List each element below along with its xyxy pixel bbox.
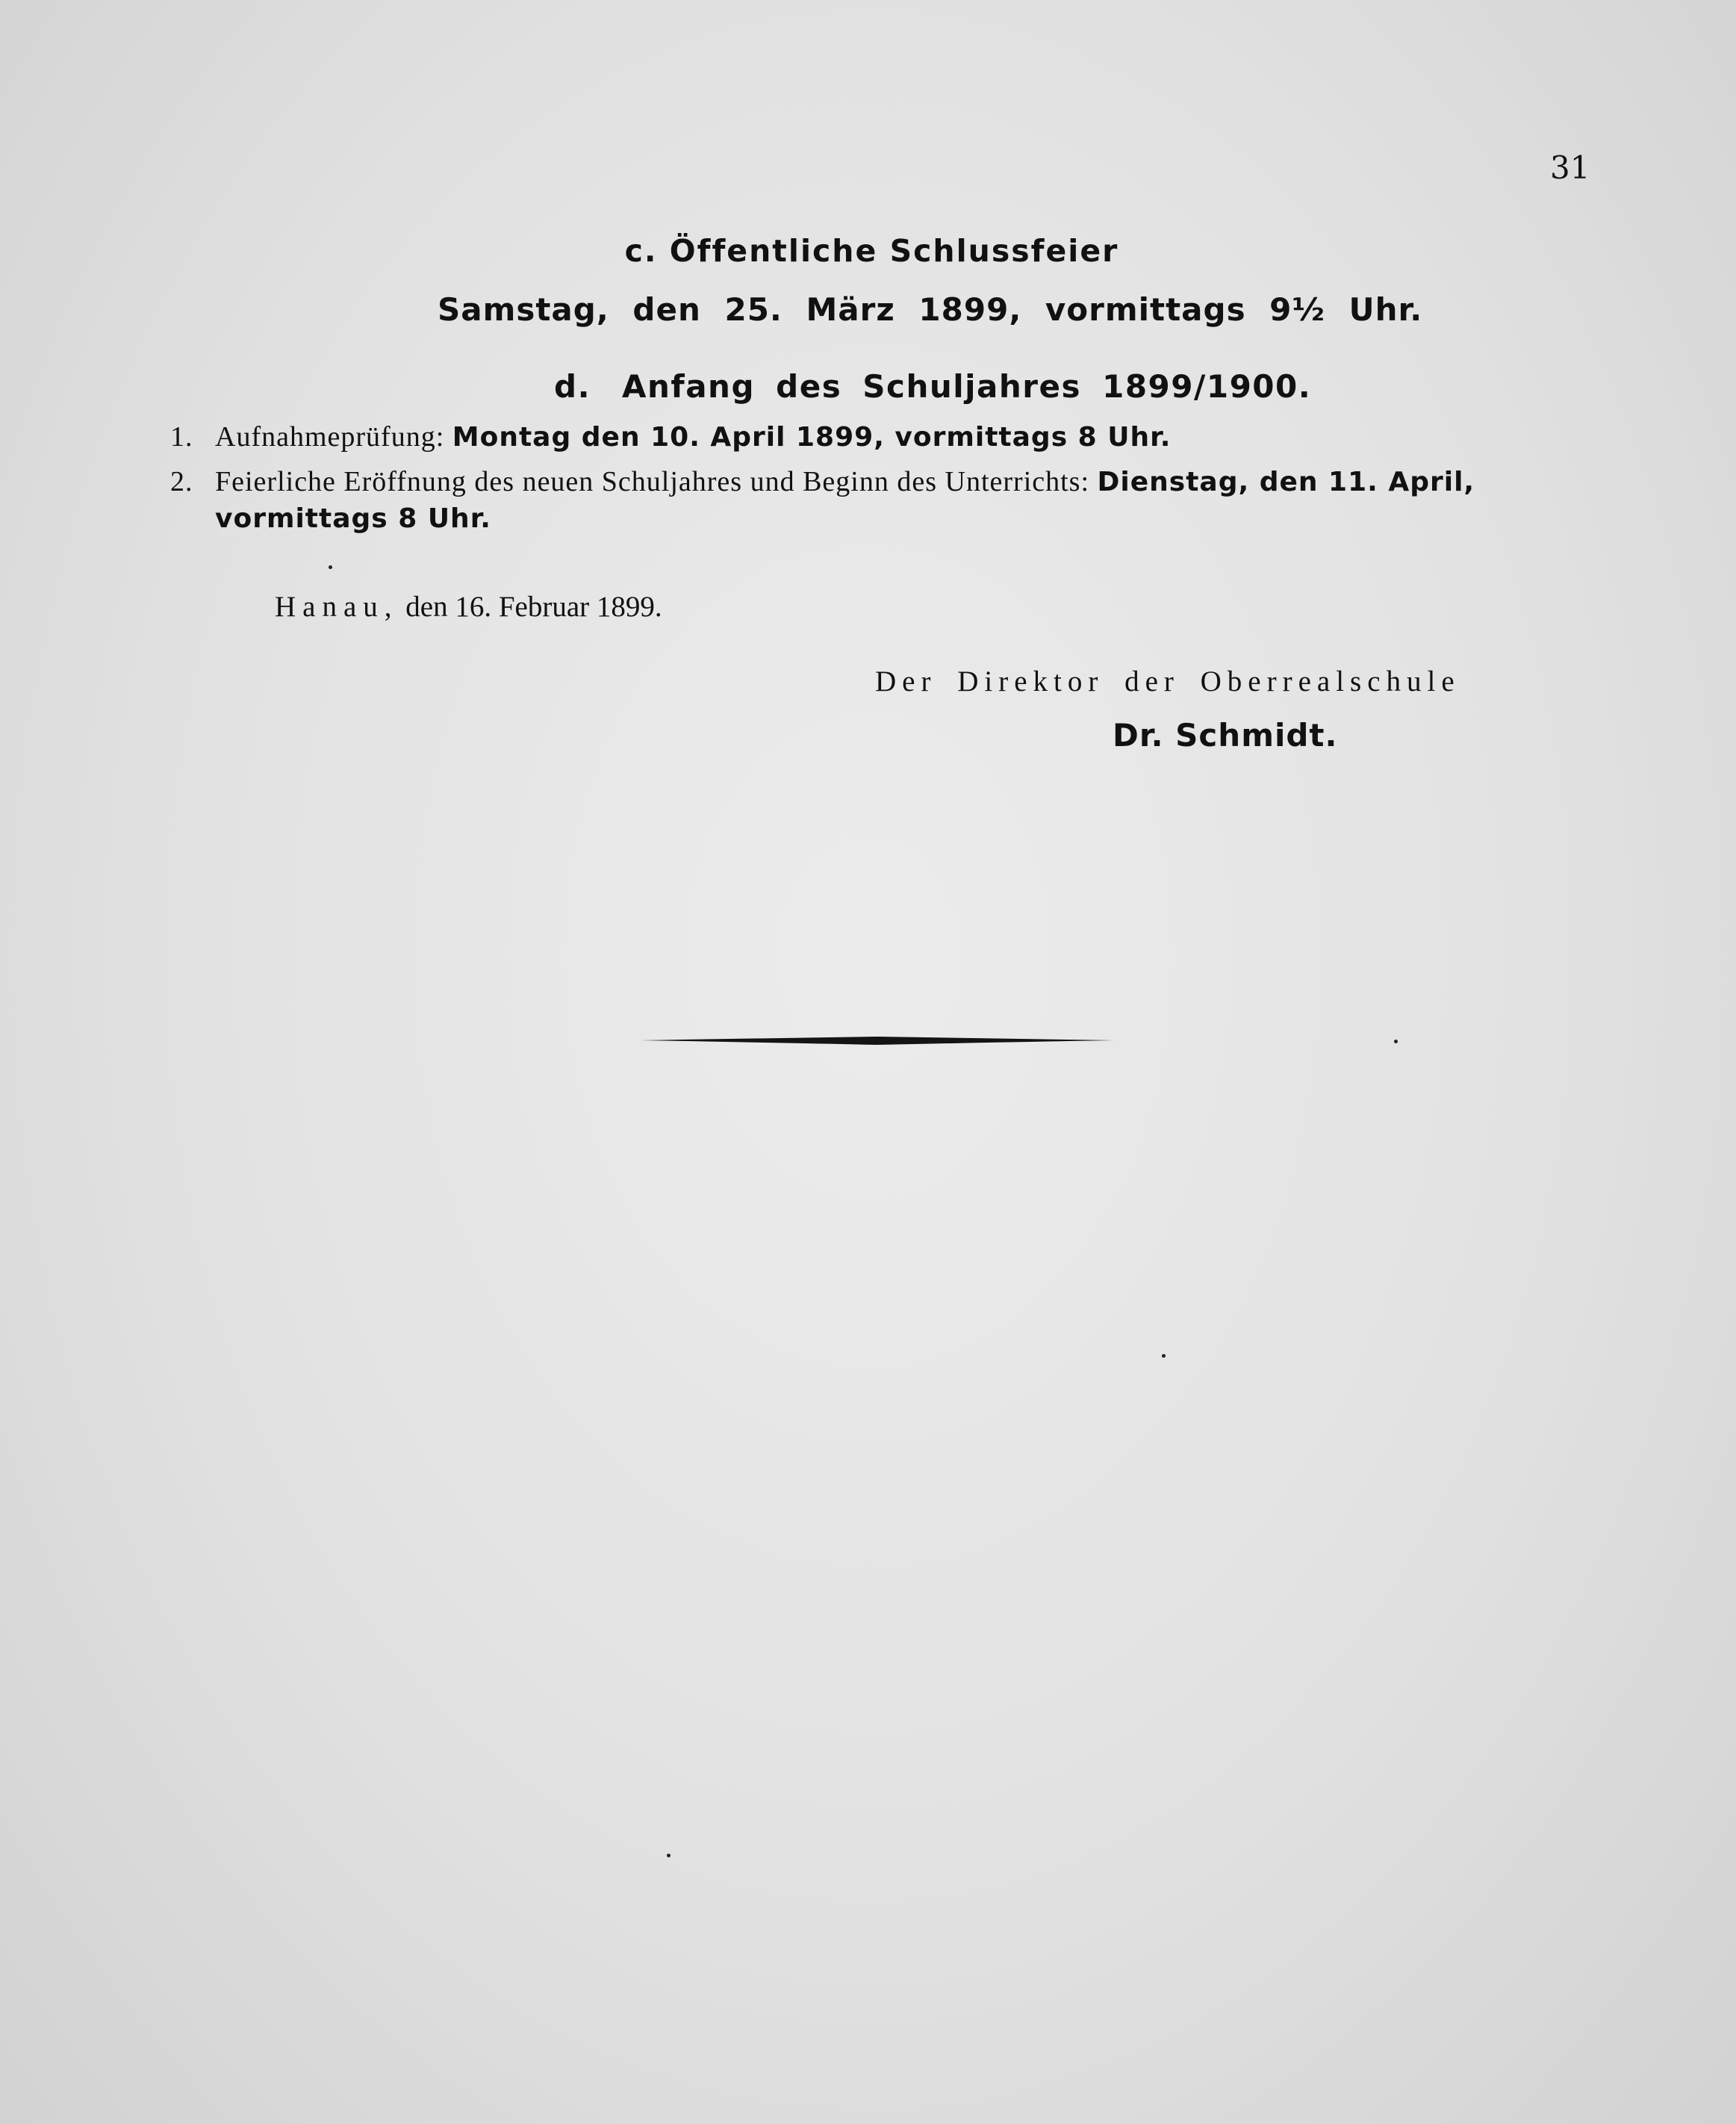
place-date-line <box>275 590 662 624</box>
print-speck <box>1394 1040 1398 1043</box>
list-item-label: Aufnahmeprüfung: <box>215 421 445 453</box>
list-item <box>170 420 1171 453</box>
print-speck <box>329 565 332 569</box>
section-d-heading: Anfang des Schuljahres 1899/1900. <box>622 368 1312 405</box>
section-d-heading-line <box>554 368 1311 405</box>
list-item-label: Feierliche Eröffnung des neuen Schuljahres und Beginn des Unterrichts: <box>215 466 1090 497</box>
list-item-number: 1. <box>170 421 193 453</box>
place: Hanau, <box>275 591 399 623</box>
closing-rule <box>641 1031 1114 1049</box>
signature-title: Der Direktor der Oberrealschule <box>875 665 1460 698</box>
list-item <box>170 465 1475 498</box>
list-item-number: 2. <box>170 466 193 497</box>
list-item-value: Montag den 10. April 1899, vormittags 8 Uhr. <box>452 422 1172 453</box>
signature-name: Dr. Schmidt. <box>1113 717 1338 754</box>
list-item-value-continued: vormittags 8 Uhr. <box>215 503 491 534</box>
date: den 16. Februar 1899. <box>405 591 662 623</box>
print-speck <box>1162 1354 1166 1358</box>
section-c-date-line: Samstag, den 25. März 1899, vormittags 9½ Uhr. <box>438 291 1423 328</box>
page-number: 31 <box>1550 149 1590 186</box>
section-c-heading: c. Öffentliche Schlussfeier <box>624 233 1119 269</box>
list-item-continuation <box>215 502 491 535</box>
list-item-value: Dienstag, den 11. April, <box>1097 467 1475 497</box>
print-speck <box>667 1854 671 1857</box>
section-d-letter: d. <box>554 368 591 405</box>
